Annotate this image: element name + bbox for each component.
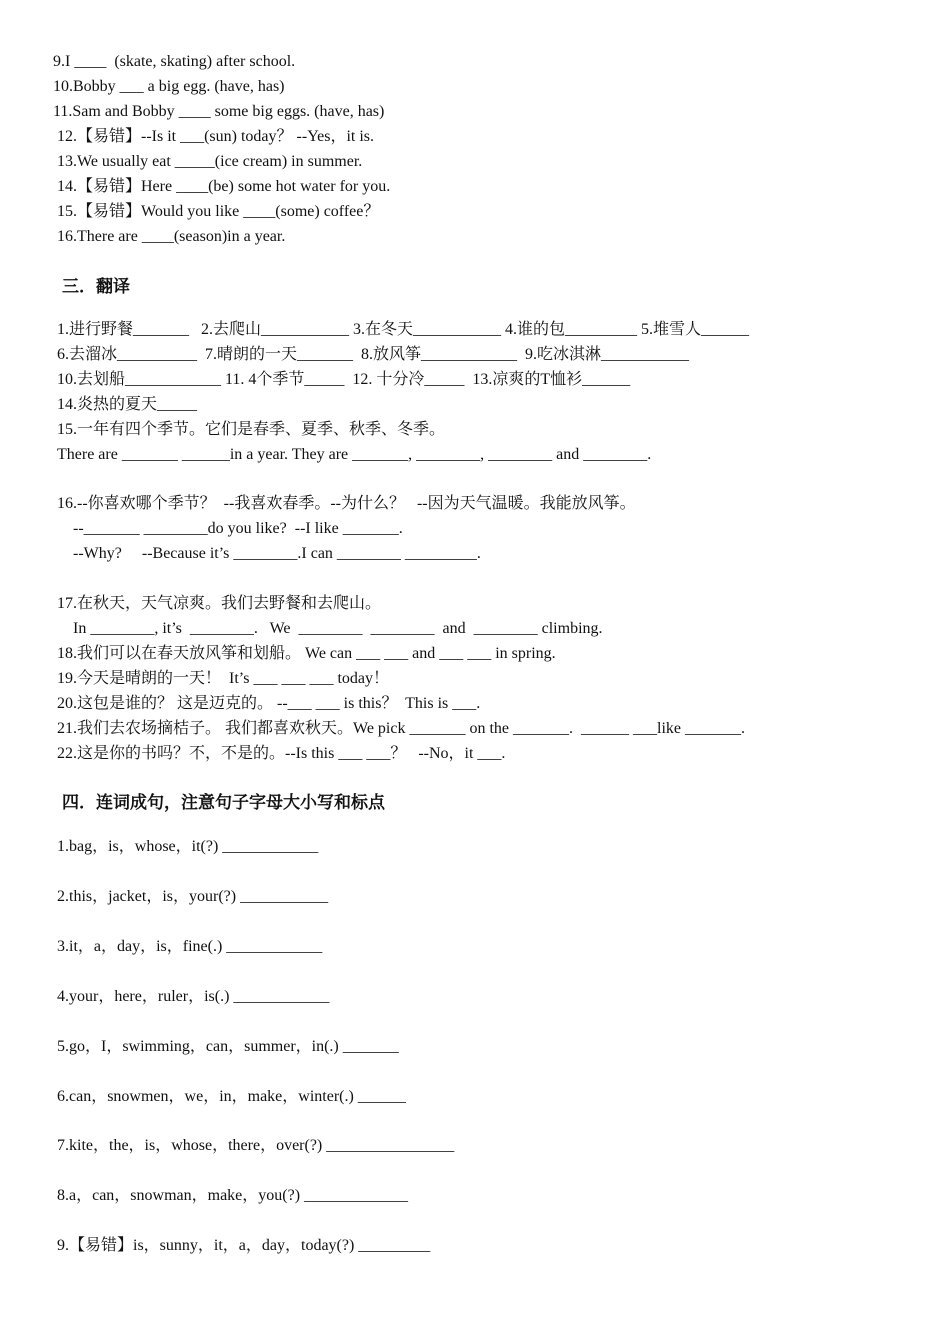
exercise-line: In ________, it’s ________. We ________ ________ and ________ climbing. <box>57 620 603 637</box>
exercise-line: 15.【易错】Would you like ____(some) coffee？ <box>57 203 380 220</box>
exercise-line: 18.我们可以在春天放风筝和划船。 We can ___ ___ and ___ ___ in spring. <box>57 645 556 662</box>
exercise-line: 15.一年有四个季节。它们是春季、夏季、秋季、冬季。 <box>57 421 446 438</box>
exercise-line: 11.Sam and Bobby ____ some big eggs. (have, has) <box>53 103 385 120</box>
exercise-line: 21.我们去农场摘桔子。 我们都喜欢秋天。We pick _______ on the _______. ______ ___like _______. <box>57 720 746 737</box>
exercise-line: 7.kite，the，is，whose，there，over(?) ________________ <box>57 1137 455 1154</box>
exercise-line: 22.这是你的书吗？不，不是的。--Is this ___ ___？ --No，it ___. <box>57 745 506 762</box>
exercise-line: 1.bag，is，whose，it(?) ____________ <box>57 838 319 855</box>
exercise-line: 12.【易错】--Is it ___(sun) today？ --Yes，it is. <box>57 128 375 145</box>
exercise-line: 5.go，I，swimming，can，summer，in(.) _______ <box>57 1038 399 1055</box>
exercise-line: 14.【易错】Here ____(be) some hot water for you. <box>57 178 391 195</box>
exercise-line: 4.your，here，ruler，is(.) ____________ <box>57 988 330 1005</box>
exercise-line: 1.进行野餐_______ 2.去爬山___________ 3.在冬天___________ 4.谁的包_________ 5.堆雪人______ <box>57 321 750 338</box>
exercise-line: --Why? --Because it’s ________.I can ________ _________. <box>57 545 481 562</box>
exercise-line: There are _______ ______in a year. They are _______, ________, ________ and ________. <box>57 446 652 463</box>
exercise-line: 10.Bobby ___ a big egg. (have, has) <box>53 78 285 95</box>
exercise-line: 8.a，can，snowman，make，you(?) _____________ <box>57 1187 409 1204</box>
exercise-line: 9.I ____ (skate, skating) after school. <box>53 53 296 70</box>
exercise-line: 2.this，jacket，is，your(?) ___________ <box>57 888 329 905</box>
exercise-line: 10.去划船____________ 11. 4个季节_____ 12. 十分冷_____ 13.凉爽的T恤衫______ <box>57 371 631 388</box>
exercise-line: 6.去溜冰__________ 7.晴朗的一天_______ 8.放风筝____________ 9.吃冰淇淋___________ <box>57 346 690 363</box>
exercise-line: 16.--你喜欢哪个季节？ --我喜欢春季。--为什么？ --因为天气温暖。我能放风筝。 <box>57 495 636 512</box>
exercise-line: --_______ ________do you like? --I like _______. <box>57 520 403 537</box>
exercise-line: 9.【易错】is，sunny，it，a，day，today(?) _________ <box>57 1237 431 1254</box>
exercise-line: 17.在秋天，天气凉爽。我们去野餐和去爬山。 <box>57 595 382 612</box>
exercise-line: 19.今天是晴朗的一天！ It’s ___ ___ ___ today！ <box>57 670 389 687</box>
exercise-line: 6.can，snowmen，we，in，make，winter(.) ______ <box>57 1088 406 1105</box>
exercise-line: 16.There are ____(season)in a year. <box>57 228 286 245</box>
exercise-line: 14.炎热的夏天_____ <box>57 396 198 413</box>
exercise-line: 20.这包是谁的？ 这是迈克的。 --___ ___ is this？ This is ___. <box>57 695 481 712</box>
exercise-line: 13.We usually eat _____(ice cream) in summer. <box>57 153 363 170</box>
section-heading-sentence-building: 四．连词成句，注意句子字母大小写和标点 <box>62 793 385 813</box>
section-heading-translation: 三．翻译 <box>62 277 130 297</box>
exercise-line: 3.it，a，day，is，fine(.) ____________ <box>57 938 323 955</box>
